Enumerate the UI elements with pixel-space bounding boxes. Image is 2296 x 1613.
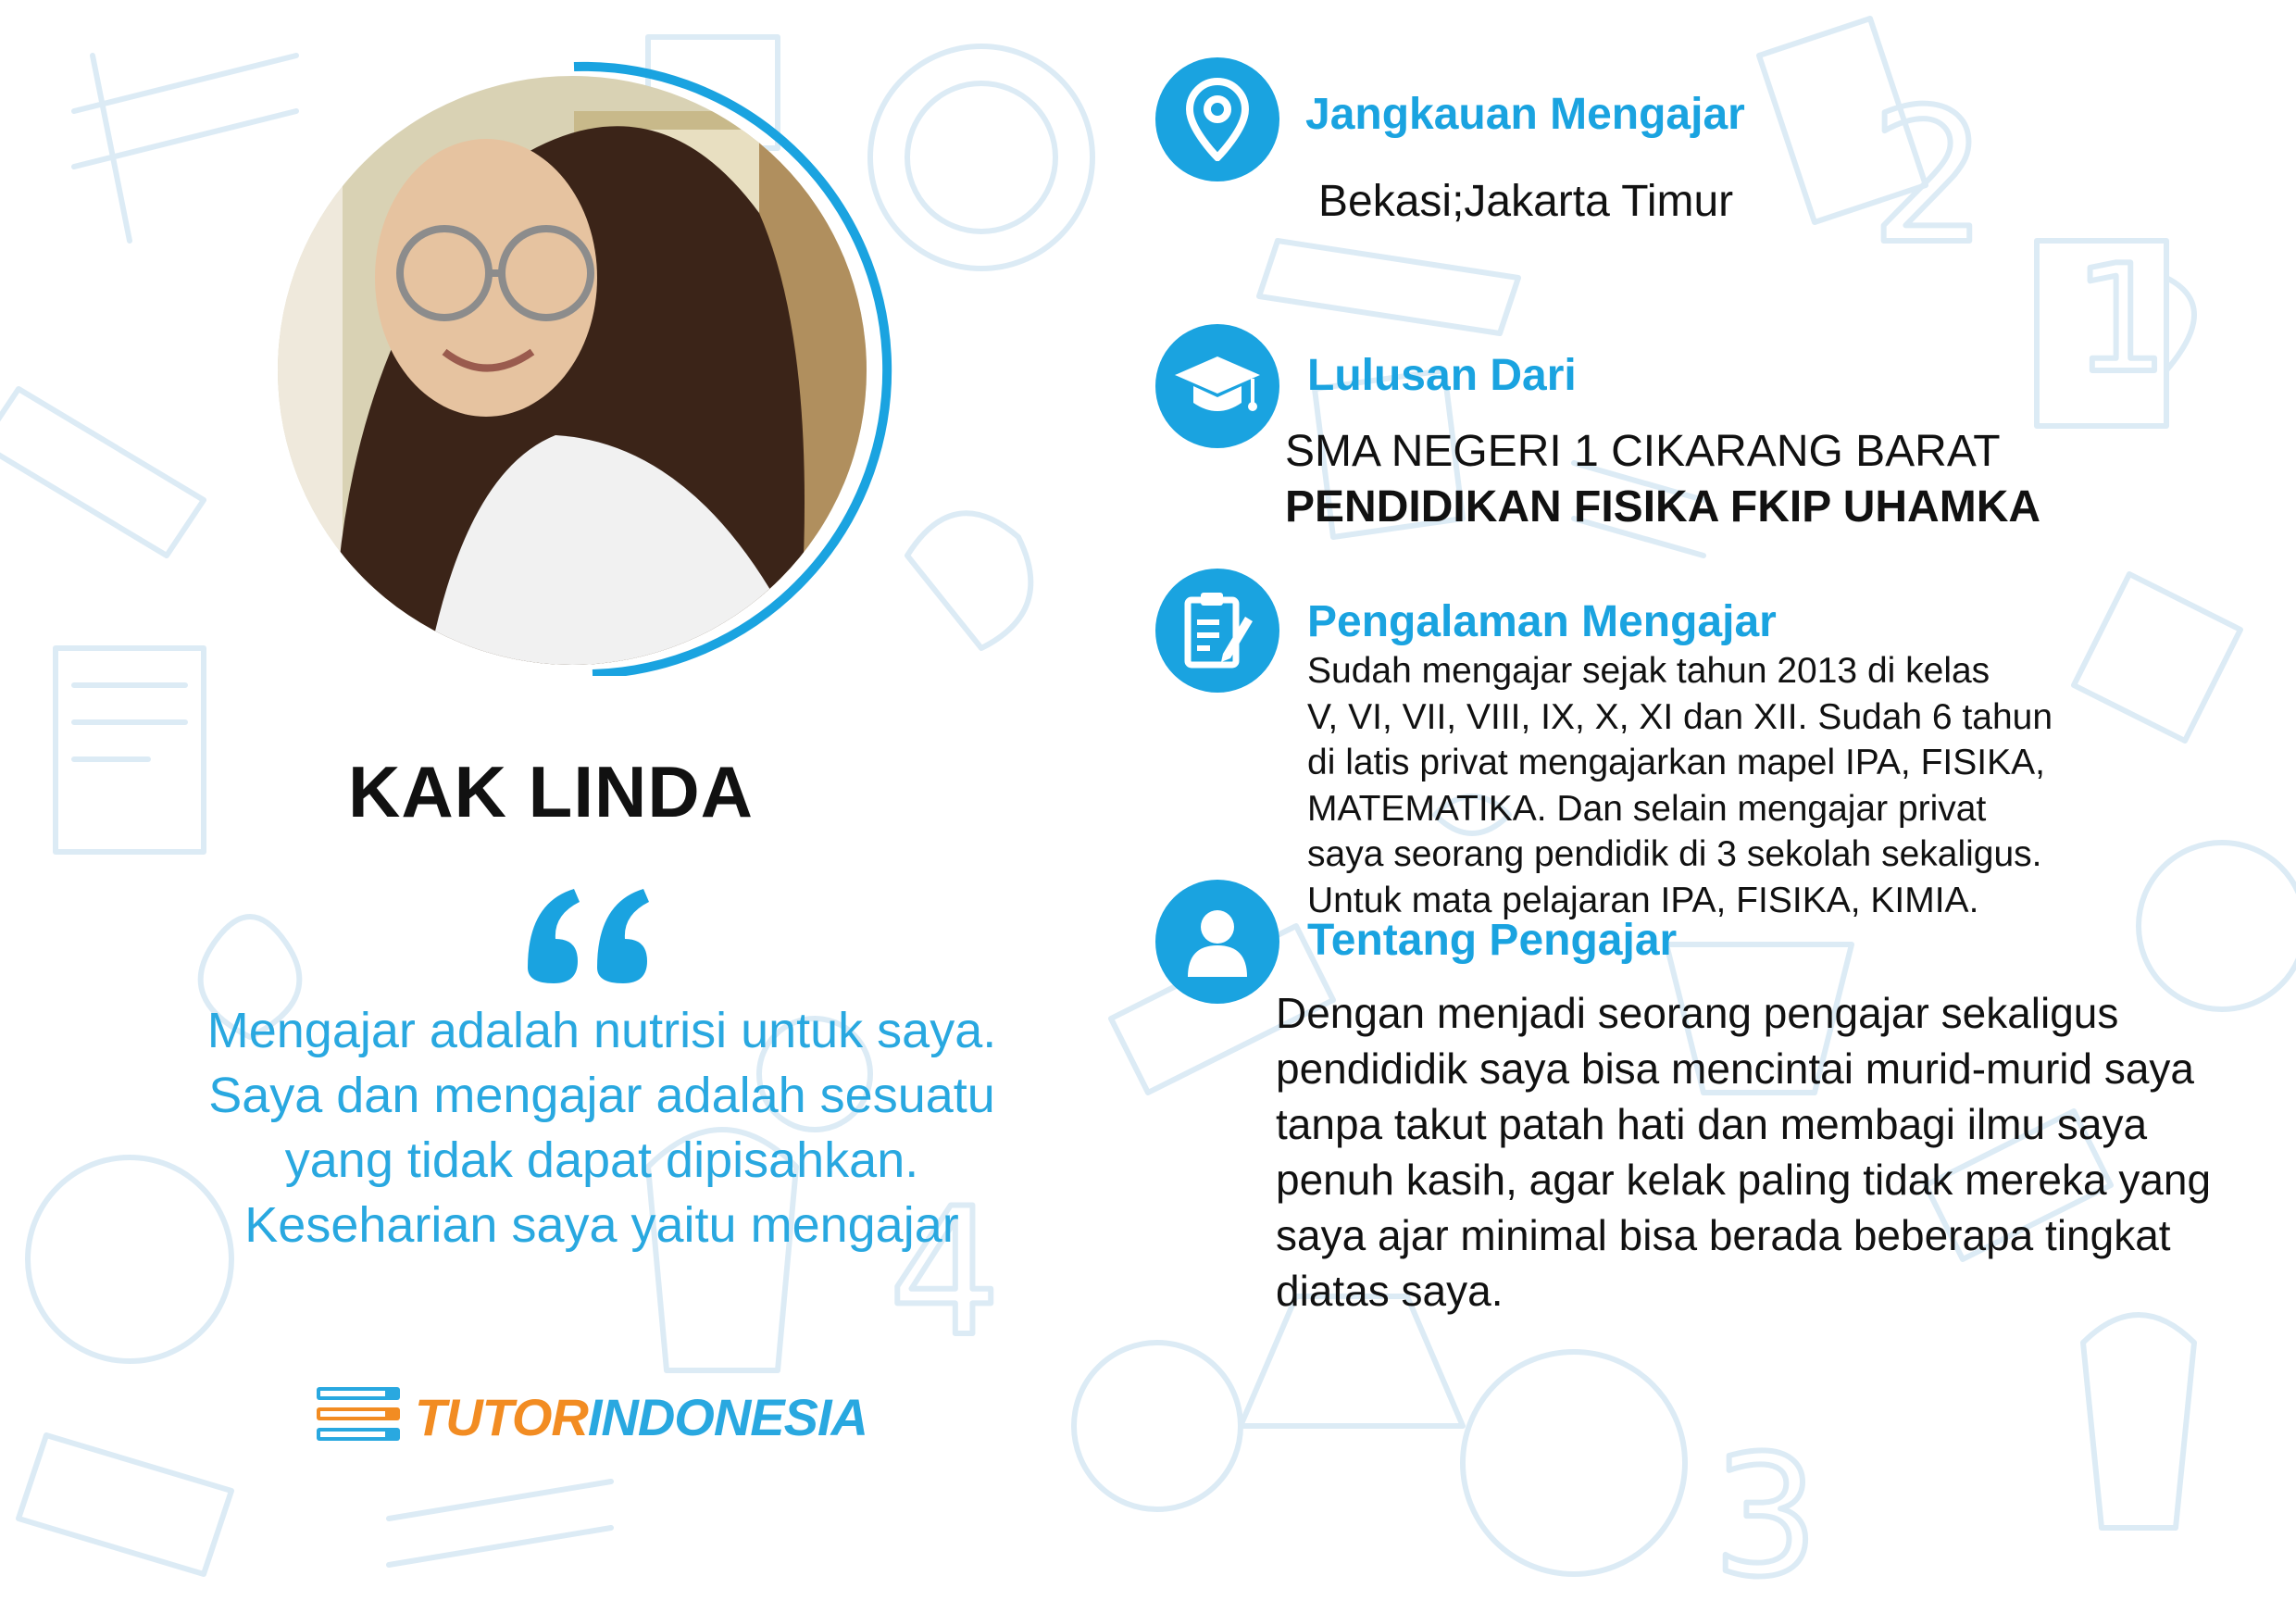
reach-title: Jangkauan Mengajar [1305, 90, 1745, 139]
location-pin-icon [1155, 57, 1279, 181]
logo-book-icon [313, 1385, 406, 1444]
svg-text:4: 4 [889, 1170, 1001, 1375]
about-line: Dengan menjadi seorang pengajar sekaligus [1276, 989, 2119, 1037]
experience-line: saya seorang pendidik di 3 sekolah sekaligus. [1307, 834, 2042, 874]
about-line: saya ajar minimal bisa berada beberapa tingkat [1276, 1211, 2171, 1259]
logo-text-tutor: TUTOR [415, 1388, 588, 1446]
tutorindonesia-logo [313, 1383, 868, 1448]
profile-photo [278, 56, 898, 676]
svg-text:2: 2 [1870, 69, 1989, 285]
svg-text:1: 1 [2074, 232, 2168, 406]
svg-text:3: 3 [1713, 1420, 1819, 1613]
quote-open-icon [518, 884, 657, 995]
about-line: pendididik saya bisa mencintai murid-murid saya [1276, 1044, 2195, 1093]
quote-line: Saya dan mengajar adalah sesuatu [208, 1068, 995, 1123]
user-icon [1155, 880, 1279, 1004]
clipboard-icon [1155, 569, 1279, 693]
experience-line: di latis privat mengajarkan mapel IPA, FISIKA, [1307, 743, 2045, 782]
experience-line: MATEMATIKA. Dan selain mengajar privat [1307, 788, 1987, 829]
graduation-cap-icon [1155, 324, 1279, 448]
education-school: SMA NEGERI 1 CIKARANG BARAT [1285, 427, 2001, 476]
teacher-quote [139, 998, 1065, 1257]
experience-text [1307, 648, 2053, 923]
experience-line: V, VI, VII, VIII, IX, X, XI dan XII. Sudah 6 tahun [1307, 696, 2053, 737]
teacher-name: KAK LINDA [348, 751, 754, 832]
logo-text-indonesia: INDONESIA [587, 1388, 867, 1446]
quote-line: Mengajar adalah nutrisi untuk saya. [206, 1003, 997, 1058]
about-line: penuh kasih, agar kelak paling tidak mereka yang [1276, 1156, 2212, 1204]
about-text [1276, 985, 2211, 1319]
about-title: Tentang Pengajar [1307, 916, 1678, 965]
quote-line: yang tidak dapat dipisahkan. [284, 1132, 919, 1188]
reach-value: Bekasi;Jakarta Timur [1318, 177, 1734, 226]
experience-line: Untuk mata pelajaran IPA, FISIKA, KIMIA. [1307, 880, 1979, 920]
experience-title: Pengalaman Mengajar [1307, 597, 1777, 646]
quote-line: Keseharian saya yaitu mengajar [244, 1197, 959, 1253]
education-title: Lulusan Dari [1307, 351, 1577, 400]
experience-line: Sudah mengajar sejak tahun 2013 di kelas [1307, 651, 1990, 691]
about-line: diatas saya. [1276, 1267, 1504, 1315]
education-university: PENDIDIKAN FISIKA FKIP UHAMKA [1285, 482, 2041, 531]
about-line: tanpa takut patah hati dan membagi ilmu saya [1276, 1100, 2148, 1148]
